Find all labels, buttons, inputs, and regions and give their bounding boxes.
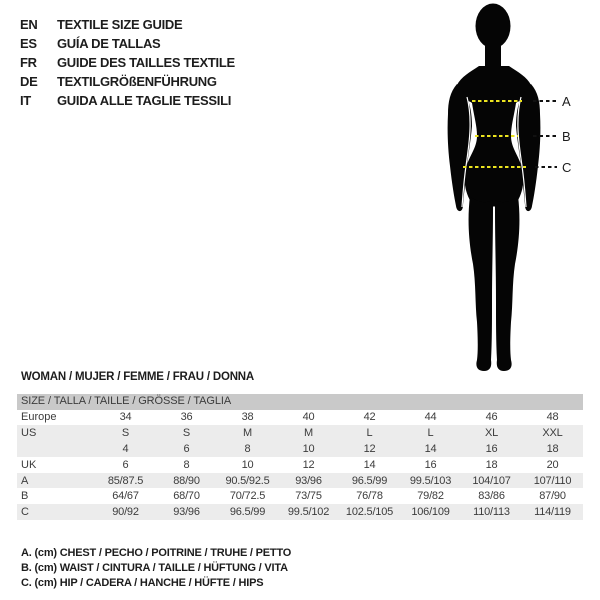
size-cell: 102.5/105 (345, 506, 394, 519)
title-text: TEXTILE SIZE GUIDE (57, 17, 183, 32)
size-cell: 73/75 (295, 490, 322, 503)
size-cell: 16 (485, 442, 498, 455)
size-cell: 87/90 (539, 490, 566, 503)
table-row-waist-b (17, 488, 583, 504)
table-row-chest-a (17, 473, 583, 489)
size-cell: L (427, 427, 434, 440)
size-cell: 18 (485, 458, 498, 471)
size-cell: S (121, 427, 130, 440)
silhouette-right-leg (495, 196, 519, 371)
size-cell: XL (484, 427, 499, 440)
gender-group-title: WOMAN / MUJER / FEMME / FRAU / DONNA (21, 371, 255, 383)
title-row-de (20, 72, 235, 91)
size-cell: M (243, 427, 252, 440)
size-cell: 90.5/92.5 (225, 474, 270, 487)
size-cell: 68/70 (173, 490, 200, 503)
size-cell: 83/86 (478, 490, 505, 503)
language-code: ES (20, 36, 37, 51)
title-row-es (20, 34, 235, 53)
size-cell: 20 (546, 458, 559, 471)
table-row-europe (17, 410, 583, 426)
size-cell: 114/119 (534, 506, 571, 519)
size-cell: 96.5/99 (229, 506, 266, 519)
size-cell: 99.5/102 (287, 506, 330, 519)
size-cell: 10 (302, 442, 315, 455)
language-code: IT (20, 93, 31, 108)
size-table-header: SIZE / TALLA / TAILLE / GRÖSSE / TAGLIA (17, 394, 583, 410)
size-cell: 106/109 (411, 506, 450, 519)
language-code: EN (20, 17, 38, 32)
table-row-us-letter (17, 425, 583, 441)
size-cell: 38 (241, 411, 254, 424)
size-cell: 107/110 (533, 474, 572, 487)
size-cell: 46 (485, 411, 498, 424)
row-label: US (21, 427, 37, 440)
size-cell: 64/67 (112, 490, 139, 503)
size-cell: 8 (244, 442, 251, 455)
size-cell: 99.5/103 (409, 474, 452, 487)
size-cell: 48 (546, 411, 559, 424)
size-cell: 18 (546, 442, 559, 455)
size-cell: S (182, 427, 191, 440)
table-row-uk (17, 457, 583, 473)
size-cell: 96.5/99 (351, 474, 388, 487)
size-cell: 42 (363, 411, 376, 424)
size-cell: 85/87.5 (107, 474, 144, 487)
size-cell: 8 (183, 458, 190, 471)
language-code: FR (20, 55, 37, 70)
woman-silhouette (420, 0, 600, 380)
size-cell: 6 (122, 458, 129, 471)
size-cell: 90/92 (112, 506, 139, 519)
size-cell: 14 (424, 442, 437, 455)
size-cell: 10 (241, 458, 254, 471)
size-cell: 76/78 (356, 490, 383, 503)
measurement-figure (420, 0, 600, 380)
measure-label-a: A (562, 94, 571, 109)
row-label: A (21, 474, 29, 487)
legend-hip: C. (cm) HIP / CADERA / HANCHE / HÜFTE / HIPS (21, 577, 264, 590)
size-cell: 93/96 (173, 506, 200, 519)
size-cell: 4 (122, 442, 129, 455)
title-text: GUÍA DE TALLAS (57, 36, 161, 51)
row-label: UK (21, 458, 37, 471)
size-cell: 93/96 (295, 474, 322, 487)
row-label: B (21, 490, 29, 503)
size-cell: M (304, 427, 313, 440)
size-cell: 14 (363, 458, 376, 471)
title-row-it (20, 91, 235, 110)
title-row-fr (20, 53, 235, 72)
title-text: GUIDA ALLE TAGLIE TESSILI (57, 93, 232, 108)
size-cell: 79/82 (417, 490, 444, 503)
title-row-en (20, 15, 235, 34)
measure-label-c: C (562, 160, 572, 175)
size-cell: 40 (302, 411, 315, 424)
language-title-block (20, 15, 235, 110)
row-label: C (21, 506, 29, 519)
table-row-hip-c (17, 504, 583, 520)
size-cell: 110/113 (473, 506, 510, 519)
size-cell: 44 (424, 411, 437, 424)
legend-waist: B. (cm) WAIST / CINTURA / TAILLE / HÜFTUNG / VITA (21, 562, 288, 575)
size-cell: 12 (302, 458, 315, 471)
silhouette-left-leg (469, 196, 493, 371)
size-cell: 34 (119, 411, 132, 424)
size-cell: 104/107 (472, 474, 511, 487)
size-cell: 12 (363, 442, 376, 455)
size-cell: 36 (180, 411, 193, 424)
measurement-legend (21, 546, 291, 592)
size-cell: 16 (424, 458, 437, 471)
language-code: DE (20, 74, 38, 89)
table-row-us-numeric (17, 441, 583, 457)
size-cell: L (366, 427, 373, 440)
size-cell: 70/72.5 (229, 490, 266, 503)
size-cell: 6 (183, 442, 190, 455)
measure-label-b: B (562, 129, 571, 144)
row-label: Europe (21, 411, 57, 424)
size-cell: 88/90 (173, 474, 200, 487)
size-table (17, 394, 583, 520)
title-text: TEXTILGRÖßENFÜHRUNG (57, 74, 217, 89)
title-text: GUIDE DES TAILLES TEXTILE (57, 55, 235, 70)
size-cell: XXL (542, 427, 563, 440)
legend-chest: A. (cm) CHEST / PECHO / POITRINE / TRUHE / PETTO (21, 547, 292, 559)
